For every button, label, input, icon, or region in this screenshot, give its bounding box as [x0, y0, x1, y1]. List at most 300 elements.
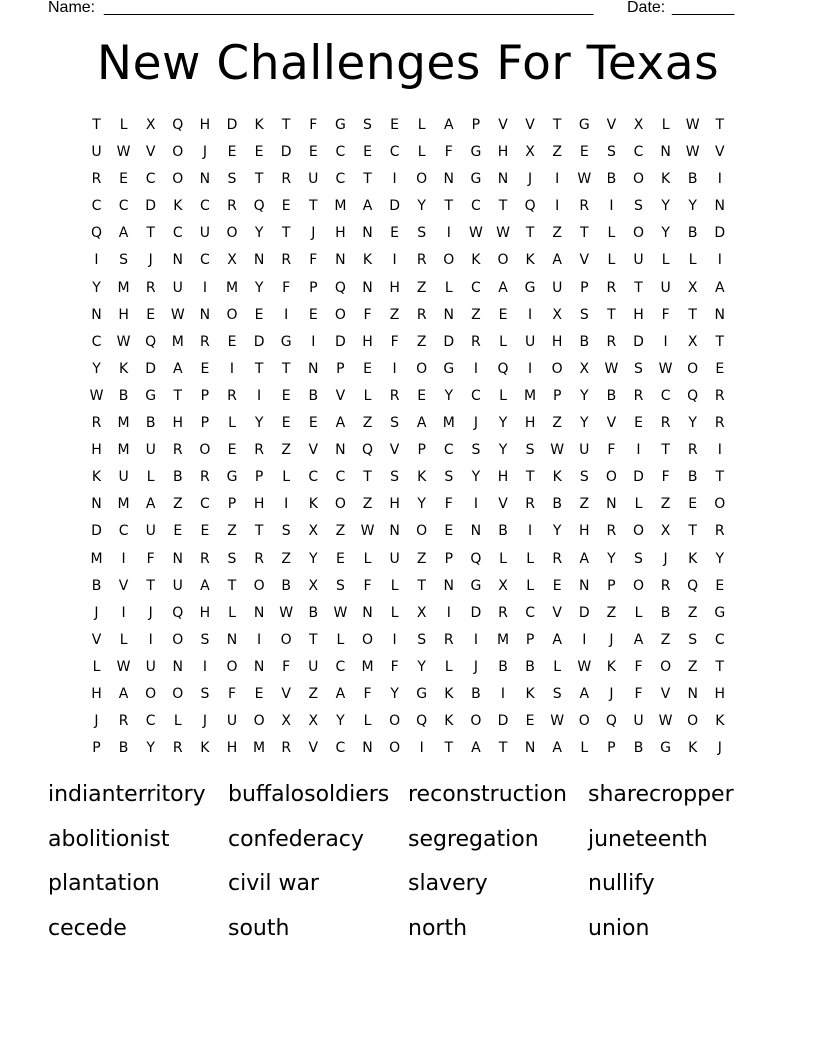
grid-letter: S: [552, 685, 562, 702]
grid-letter: B: [498, 523, 508, 540]
grid-letter: C: [525, 604, 535, 621]
grid-letter: R: [606, 523, 617, 540]
grid-letter: H: [226, 740, 238, 757]
grid-letter: L: [607, 225, 616, 242]
grid-letter: W: [116, 333, 131, 350]
grid-letter: C: [118, 523, 129, 540]
grid-letter: R: [416, 252, 427, 269]
word-search-grid: [83, 114, 733, 764]
grid-letter: A: [335, 685, 346, 702]
grid-letter: I: [202, 658, 207, 675]
grid-letter: G: [416, 685, 428, 702]
grid-letter: A: [552, 740, 562, 757]
grid-letter: A: [118, 685, 129, 702]
grid-letter: C: [172, 225, 183, 242]
grid-letter: T: [715, 117, 725, 133]
grid-letter: K: [715, 713, 725, 730]
grid-letter: Y: [661, 198, 670, 215]
grid-letter: N: [443, 171, 455, 188]
grid-letter: Y: [417, 198, 426, 215]
grid-letter: U: [118, 469, 129, 486]
grid-letter: L: [282, 469, 291, 486]
grid-letter: R: [172, 442, 183, 459]
grid-letter: W: [116, 144, 131, 161]
grid-letter: G: [578, 117, 590, 133]
grid-letter: P: [580, 279, 589, 296]
word-bank-row: [48, 825, 768, 870]
grid-letter: A: [416, 415, 427, 432]
grid-letter: C: [118, 198, 129, 215]
grid-letter: D: [145, 360, 157, 377]
grid-letter: K: [688, 550, 698, 567]
word-bank-row: [48, 869, 768, 914]
grid-letter: A: [552, 252, 562, 269]
grid-letter: K: [471, 252, 481, 269]
grid-letter: L: [417, 117, 426, 133]
grid-letter: J: [663, 550, 668, 567]
grid-letter: V: [308, 740, 319, 757]
grid-letter: R: [200, 333, 210, 350]
grid-letter: M: [117, 442, 130, 459]
grid-letter: O: [497, 252, 509, 269]
grid-letter: L: [363, 387, 372, 404]
grid-row: [83, 304, 733, 331]
grid-letter: Q: [605, 713, 617, 730]
grid-letter: C: [145, 171, 156, 188]
grid-letter: P: [525, 631, 535, 648]
grid-letter: R: [281, 171, 292, 188]
grid-letter: V: [715, 144, 725, 161]
grid-letter: N: [714, 198, 726, 215]
grid-letter: D: [389, 198, 400, 215]
grid-letter: I: [555, 171, 560, 188]
grid-row: [83, 358, 733, 385]
grid-letter: Q: [172, 604, 184, 621]
grid-row: [83, 412, 733, 439]
grid-letter: D: [280, 144, 292, 161]
grid-letter: S: [606, 144, 616, 161]
grid-letter: Q: [524, 198, 536, 215]
grid-letter: I: [284, 496, 289, 513]
word-bank-word: juneteenth: [588, 826, 708, 852]
grid-letter: Z: [173, 496, 183, 513]
grid-letter: R: [714, 523, 725, 540]
grid-row: [83, 277, 733, 304]
grid-letter: L: [634, 496, 643, 513]
grid-letter: W: [279, 604, 294, 621]
grid-letter: Z: [308, 685, 319, 702]
grid-letter: V: [389, 442, 400, 459]
grid-letter: J: [94, 604, 99, 621]
grid-letter: C: [91, 198, 102, 215]
grid-letter: B: [498, 658, 508, 675]
grid-letter: T: [552, 117, 562, 133]
grid-letter: Y: [498, 415, 508, 432]
grid-letter: B: [687, 171, 698, 188]
grid-letter: B: [606, 171, 617, 188]
grid-letter: Y: [688, 415, 697, 432]
grid-letter: Z: [281, 550, 291, 567]
grid-letter: R: [281, 740, 292, 757]
grid-letter: Z: [416, 550, 427, 567]
grid-letter: P: [444, 550, 454, 567]
grid-letter: U: [552, 279, 563, 296]
grid-letter: P: [92, 740, 101, 757]
grid-letter: O: [226, 225, 238, 242]
grid-letter: M: [442, 415, 455, 432]
grid-letter: B: [118, 387, 129, 404]
grid-letter: O: [389, 740, 401, 757]
grid-letter: D: [253, 333, 265, 350]
grid-letter: T: [525, 469, 535, 486]
grid-letter: B: [471, 685, 481, 702]
grid-letter: L: [417, 144, 426, 161]
grid-letter: Q: [361, 442, 374, 459]
grid-letter: L: [173, 713, 182, 730]
grid-letter: V: [552, 604, 562, 621]
grid-letter: W: [577, 658, 592, 675]
grid-letter: T: [444, 198, 454, 215]
grid-letter: C: [335, 740, 346, 757]
grid-letter: H: [199, 117, 211, 133]
grid-letter: R: [714, 387, 725, 404]
grid-letter: T: [715, 333, 725, 350]
grid-letter: C: [443, 442, 454, 459]
grid-letter: G: [714, 604, 726, 621]
grid-letter: N: [253, 252, 265, 269]
grid-letter: D: [145, 198, 157, 215]
grid-letter: I: [392, 631, 397, 648]
grid-letter: O: [280, 631, 292, 648]
grid-letter: M: [496, 631, 510, 648]
grid-letter: R: [172, 740, 183, 757]
grid-letter: B: [525, 658, 535, 675]
grid-letter: L: [92, 658, 101, 675]
grid-letter: E: [308, 306, 318, 323]
grid-letter: W: [658, 713, 673, 730]
date-blank-line: _______: [672, 0, 735, 16]
grid-letter: B: [308, 604, 319, 621]
grid-letter: L: [119, 631, 128, 648]
grid-letter: T: [661, 442, 670, 459]
grid-letter: F: [146, 550, 155, 567]
grid-letter: I: [609, 198, 614, 215]
grid-letter: R: [145, 279, 156, 296]
grid-letter: N: [172, 252, 184, 269]
grid-letter: Y: [417, 496, 426, 513]
grid-letter: A: [362, 198, 373, 215]
grid-letter: Q: [253, 198, 265, 215]
grid-letter: M: [117, 279, 130, 296]
grid-letter: G: [145, 387, 157, 404]
grid-letter: N: [253, 604, 265, 621]
grid-letter: E: [634, 415, 643, 432]
grid-letter: D: [226, 117, 238, 133]
grid-letter: X: [416, 604, 427, 621]
grid-letter: Z: [227, 523, 237, 540]
grid-letter: Y: [146, 740, 155, 757]
grid-letter: G: [280, 333, 292, 350]
grid-letter: N: [199, 306, 211, 323]
grid-letter: E: [254, 685, 264, 702]
grid-letter: X: [308, 523, 319, 540]
grid-letter: T: [417, 577, 426, 594]
grid-letter: W: [658, 360, 673, 377]
grid-letter: Y: [580, 415, 589, 432]
word-bank-row: [48, 914, 768, 959]
grid-letter: U: [172, 577, 183, 594]
grid-letter: W: [550, 713, 565, 730]
grid-letter: K: [308, 496, 318, 513]
grid-row: [83, 439, 733, 466]
grid-letter: X: [660, 523, 671, 540]
grid-letter: H: [497, 144, 509, 161]
grid-letter: U: [145, 658, 156, 675]
name-date-line: [48, 0, 748, 18]
grid-letter: U: [579, 442, 590, 459]
grid-letter: I: [717, 252, 722, 269]
grid-letter: E: [227, 442, 237, 459]
grid-letter: W: [604, 360, 619, 377]
grid-letter: F: [634, 658, 643, 675]
grid-letter: N: [362, 225, 373, 242]
grid-letter: E: [363, 144, 372, 161]
grid-row: [83, 168, 733, 195]
grid-letter: H: [199, 604, 211, 621]
grid-letter: N: [714, 306, 726, 323]
grid-letter: R: [606, 279, 617, 296]
grid-letter: J: [473, 658, 478, 675]
grid-letter: H: [524, 415, 536, 432]
grid-letter: E: [715, 577, 725, 594]
grid-letter: I: [446, 225, 451, 242]
grid-letter: E: [200, 523, 210, 540]
grid-letter: H: [172, 415, 184, 432]
grid-letter: U: [308, 658, 319, 675]
grid-letter: X: [552, 306, 562, 323]
grid-letter: I: [419, 740, 424, 757]
word-bank-word: segregation: [408, 826, 539, 852]
grid-letter: Y: [552, 523, 562, 540]
grid-letter: N: [199, 171, 211, 188]
grid-letter: L: [119, 117, 128, 133]
grid-letter: R: [254, 550, 264, 567]
grid-letter: F: [607, 442, 616, 459]
grid-letter: E: [417, 387, 427, 404]
grid-letter: F: [390, 333, 399, 350]
grid-letter: E: [390, 117, 400, 133]
grid-letter: C: [389, 144, 400, 161]
grid-letter: O: [416, 523, 428, 540]
grid-letter: R: [552, 550, 563, 567]
grid-letter: I: [636, 442, 641, 459]
grid-letter: W: [116, 658, 131, 675]
grid-letter: F: [309, 117, 318, 133]
grid-letter: Q: [687, 387, 699, 404]
word-bank-word: union: [588, 915, 650, 941]
grid-letter: R: [525, 496, 535, 513]
grid-letter: V: [579, 252, 590, 269]
grid-letter: R: [498, 604, 508, 621]
grid-row: [83, 385, 733, 412]
grid-letter: G: [470, 577, 482, 594]
grid-letter: Q: [334, 279, 346, 296]
grid-letter: B: [606, 387, 617, 404]
grid-letter: E: [525, 713, 535, 730]
grid-letter: K: [254, 117, 264, 133]
grid-letter: A: [200, 577, 210, 594]
grid-letter: D: [714, 225, 726, 242]
grid-letter: K: [606, 658, 616, 675]
grid-letter: K: [525, 685, 535, 702]
grid-letter: D: [470, 604, 482, 621]
grid-row: [83, 520, 733, 547]
grid-letter: O: [632, 225, 645, 242]
grid-letter: P: [607, 740, 616, 757]
grid-row: [83, 575, 733, 602]
grid-letter: S: [579, 469, 589, 486]
grid-letter: B: [687, 469, 698, 486]
grid-letter: J: [148, 252, 153, 269]
grid-letter: O: [416, 360, 428, 377]
grid-letter: Q: [416, 713, 428, 730]
grid-letter: N: [524, 740, 536, 757]
grid-letter: E: [444, 523, 454, 540]
grid-letter: V: [91, 631, 102, 648]
grid-row: [83, 114, 733, 141]
grid-letter: R: [714, 415, 725, 432]
grid-letter: U: [633, 713, 644, 730]
grid-letter: U: [660, 279, 671, 296]
grid-letter: C: [200, 198, 210, 215]
grid-row: [83, 195, 733, 222]
grid-letter: R: [118, 713, 129, 730]
grid-letter: N: [606, 496, 617, 513]
grid-letter: E: [552, 577, 562, 594]
grid-letter: Z: [687, 604, 698, 621]
grid-letter: Y: [92, 279, 101, 296]
grid-letter: Z: [335, 523, 346, 540]
grid-letter: I: [473, 631, 478, 648]
grid-letter: G: [334, 117, 346, 133]
grid-letter: L: [526, 577, 534, 594]
grid-letter: J: [609, 685, 614, 702]
grid-letter: U: [145, 523, 156, 540]
grid-letter: Z: [660, 496, 671, 513]
grid-letter: Z: [552, 144, 562, 161]
name-label: Name:: [48, 0, 96, 16]
grid-letter: K: [444, 713, 454, 730]
grid-letter: I: [148, 631, 153, 648]
grid-letter: A: [579, 685, 590, 702]
grid-letter: F: [309, 252, 318, 269]
grid-letter: W: [360, 523, 375, 540]
grid-letter: O: [660, 658, 672, 675]
grid-letter: I: [717, 171, 722, 188]
grid-letter: R: [687, 442, 698, 459]
grid-letter: M: [225, 279, 239, 296]
grid-letter: N: [91, 496, 102, 513]
word-bank-word: indianterritory: [48, 782, 206, 807]
grid-letter: B: [281, 577, 291, 594]
grid-letter: C: [471, 198, 481, 215]
grid-letter: A: [633, 631, 644, 648]
grid-letter: T: [715, 658, 725, 675]
grid-letter: K: [362, 252, 373, 269]
grid-letter: L: [688, 252, 697, 269]
grid-letter: U: [172, 279, 183, 296]
grid-letter: Z: [687, 658, 698, 675]
grid-letter: H: [714, 685, 726, 702]
grid-letter: L: [553, 658, 562, 675]
grid-letter: T: [363, 469, 372, 486]
grid-letter: S: [417, 631, 427, 648]
grid-letter: Z: [471, 306, 481, 323]
grid-letter: D: [633, 333, 644, 350]
grid-letter: U: [633, 252, 644, 269]
grid-letter: B: [633, 740, 644, 757]
grid-letter: E: [281, 387, 291, 404]
grid-letter: L: [580, 740, 589, 757]
grid-letter: Y: [661, 225, 670, 242]
grid-letter: L: [228, 604, 236, 621]
grid-letter: M: [90, 550, 103, 567]
grid-letter: P: [471, 117, 481, 133]
grid-letter: L: [661, 252, 670, 269]
grid-row: [83, 710, 733, 737]
grid-letter: K: [200, 740, 210, 757]
grid-letter: Y: [715, 550, 725, 567]
grid-letter: X: [281, 713, 291, 730]
grid-letter: A: [335, 415, 346, 432]
grid-letter: W: [550, 442, 565, 459]
grid-letter: T: [227, 577, 237, 594]
grid-letter: C: [200, 496, 210, 513]
grid-letter: F: [363, 306, 372, 323]
grid-letter: O: [145, 685, 157, 702]
grid-letter: L: [336, 631, 345, 648]
grid-letter: T: [146, 577, 155, 594]
grid-letter: Z: [606, 604, 617, 621]
grid-letter: T: [173, 387, 183, 404]
grid-letter: I: [528, 360, 533, 377]
grid-letter: S: [390, 469, 400, 486]
word-bank-word: confederacy: [228, 826, 364, 852]
grid-letter: O: [199, 442, 211, 459]
grid-letter: Y: [471, 469, 481, 486]
grid-letter: I: [229, 360, 235, 377]
grid-letter: U: [226, 713, 238, 730]
grid-letter: M: [334, 198, 347, 215]
grid-letter: Y: [336, 713, 345, 730]
grid-letter: R: [660, 415, 671, 432]
grid-letter: H: [633, 306, 644, 323]
grid-letter: P: [417, 442, 426, 459]
grid-letter: O: [172, 631, 184, 648]
grid-letter: J: [94, 713, 99, 730]
grid-letter: I: [555, 198, 560, 215]
grid-letter: T: [254, 171, 264, 188]
grid-letter: X: [498, 577, 508, 594]
grid-letter: O: [470, 713, 482, 730]
grid-letter: V: [335, 387, 346, 404]
grid-letter: O: [226, 658, 238, 675]
grid-letter: S: [281, 523, 291, 540]
grid-letter: C: [145, 713, 156, 730]
grid-letter: F: [363, 577, 372, 594]
grid-letter: J: [528, 171, 533, 188]
grid-row: [83, 331, 733, 358]
